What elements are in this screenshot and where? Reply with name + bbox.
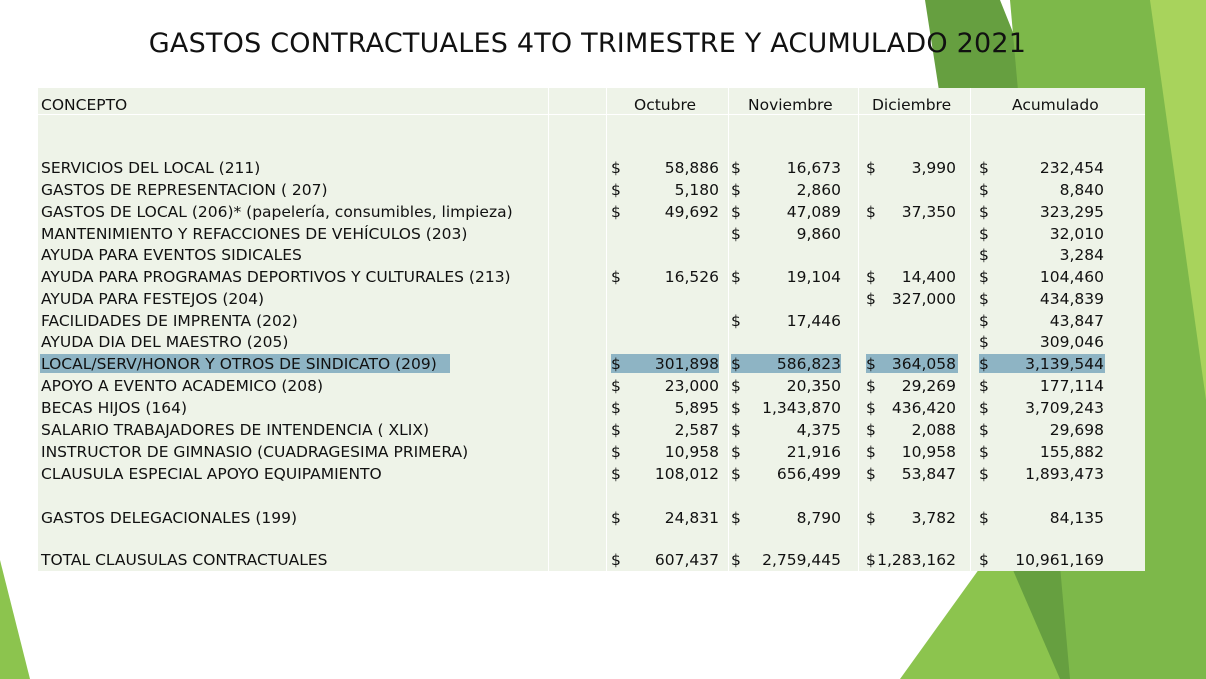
value-acum: 84,135 bbox=[1049, 509, 1104, 527]
row-label: LOCAL/SERV/HONOR Y OTROS DE SINDICATO (209) bbox=[41, 355, 437, 373]
value-nov: 2,860 bbox=[796, 181, 841, 199]
currency-sign: $ bbox=[866, 399, 876, 417]
row-label: FACILIDADES DE IMPRENTA (202) bbox=[41, 312, 298, 330]
value-oct: 2,587 bbox=[674, 421, 719, 439]
value-nov: 17,446 bbox=[786, 312, 841, 330]
value-acum: 3,284 bbox=[1059, 246, 1104, 264]
value-dic: 10,958 bbox=[901, 443, 956, 461]
currency-sign: $ bbox=[731, 443, 741, 461]
row-label: AYUDA PARA EVENTOS SIDICALES bbox=[41, 246, 302, 264]
currency-sign: $ bbox=[611, 159, 621, 177]
page-title: GASTOS CONTRACTUALES 4TO TRIMESTRE Y ACUMULADO 2021 bbox=[148, 28, 1027, 59]
currency-sign: $ bbox=[979, 399, 989, 417]
col-divider bbox=[728, 88, 729, 571]
currency-sign: $ bbox=[866, 159, 876, 177]
row-label: MANTENIMIENTO Y REFACCIONES DE VEHÍCULOS (203) bbox=[41, 225, 468, 243]
currency-sign: $ bbox=[731, 551, 741, 569]
currency-sign: $ bbox=[731, 203, 741, 221]
value-nov: 1,343,870 bbox=[762, 399, 841, 417]
currency-sign: $ bbox=[731, 312, 741, 330]
currency-sign: $ bbox=[866, 465, 876, 483]
row-label: INSTRUCTOR DE GIMNASIO (CUADRAGESIMA PRIMERA) bbox=[41, 443, 469, 461]
currency-sign: $ bbox=[731, 225, 741, 243]
currency-sign: $ bbox=[979, 246, 989, 264]
value-dic: 2,088 bbox=[911, 421, 956, 439]
row-label: GASTOS DE LOCAL (206)* (papelería, consumibles, limpieza) bbox=[41, 203, 513, 221]
value-dic: 37,350 bbox=[901, 203, 956, 221]
currency-sign: $ bbox=[979, 551, 989, 569]
value-nov: 8,790 bbox=[796, 509, 841, 527]
value-acum: 155,882 bbox=[1039, 443, 1104, 461]
col-divider bbox=[858, 88, 859, 571]
currency-sign: $ bbox=[611, 268, 621, 286]
currency-sign: $ bbox=[979, 443, 989, 461]
value-acum: 43,847 bbox=[1049, 312, 1104, 330]
currency-sign: $ bbox=[866, 377, 876, 395]
col-divider bbox=[970, 88, 971, 571]
value-oct: 5,895 bbox=[674, 399, 719, 417]
value-acum: 8,840 bbox=[1059, 181, 1104, 199]
value-oct: 301,898 bbox=[654, 355, 719, 373]
value-oct: 5,180 bbox=[674, 181, 719, 199]
currency-sign: $ bbox=[611, 181, 621, 199]
value-oct: 49,692 bbox=[664, 203, 719, 221]
currency-sign: $ bbox=[979, 225, 989, 243]
value-oct: 16,526 bbox=[664, 268, 719, 286]
currency-sign: $ bbox=[979, 312, 989, 330]
currency-sign: $ bbox=[611, 509, 621, 527]
row-label: CLAUSULA ESPECIAL APOYO EQUIPAMIENTO bbox=[41, 465, 382, 483]
currency-sign: $ bbox=[866, 443, 876, 461]
value-dic: 14,400 bbox=[901, 268, 956, 286]
currency-sign: $ bbox=[731, 159, 741, 177]
row-label: SALARIO TRABAJADORES DE INTENDENCIA ( XLIX) bbox=[41, 421, 429, 439]
header-concept: CONCEPTO bbox=[41, 96, 128, 114]
currency-sign: $ bbox=[611, 399, 621, 417]
value-acum: 309,046 bbox=[1039, 333, 1104, 351]
value-dic: 364,058 bbox=[891, 355, 956, 373]
currency-sign: $ bbox=[979, 203, 989, 221]
value-nov: 47,089 bbox=[786, 203, 841, 221]
value-acum: 3,709,243 bbox=[1025, 399, 1104, 417]
currency-sign: $ bbox=[731, 399, 741, 417]
currency-sign: $ bbox=[866, 421, 876, 439]
currency-sign: $ bbox=[866, 509, 876, 527]
header-acum: Acumulado bbox=[1012, 96, 1099, 114]
currency-sign: $ bbox=[611, 203, 621, 221]
value-nov: 16,673 bbox=[786, 159, 841, 177]
currency-sign: $ bbox=[611, 355, 621, 373]
value-nov: 2,759,445 bbox=[762, 551, 841, 569]
value-dic: 327,000 bbox=[891, 290, 956, 308]
value-acum: 177,114 bbox=[1039, 377, 1104, 395]
currency-sign: $ bbox=[731, 421, 741, 439]
value-dic: 3,782 bbox=[911, 509, 956, 527]
currency-sign: $ bbox=[979, 509, 989, 527]
currency-sign: $ bbox=[979, 421, 989, 439]
value-nov: 586,823 bbox=[776, 355, 841, 373]
value-acum: 29,698 bbox=[1049, 421, 1104, 439]
currency-sign: $ bbox=[611, 421, 621, 439]
currency-sign: $ bbox=[731, 355, 741, 373]
row-label: SERVICIOS DEL LOCAL (211) bbox=[41, 159, 261, 177]
row-label: AYUDA PARA FESTEJOS (204) bbox=[41, 290, 265, 308]
value-acum: 323,295 bbox=[1039, 203, 1104, 221]
currency-sign: $ bbox=[979, 159, 989, 177]
green-shape-left bbox=[0, 560, 30, 679]
row-label: APOYO A EVENTO ACADEMICO (208) bbox=[41, 377, 324, 395]
value-oct: 108,012 bbox=[654, 465, 719, 483]
value-oct: 23,000 bbox=[664, 377, 719, 395]
currency-sign: $ bbox=[866, 290, 876, 308]
currency-sign: $ bbox=[611, 377, 621, 395]
value-nov: 20,350 bbox=[786, 377, 841, 395]
value-dic: 53,847 bbox=[901, 465, 956, 483]
currency-sign: $ bbox=[979, 355, 989, 373]
row-label: GASTOS DELEGACIONALES (199) bbox=[41, 509, 298, 527]
value-acum: 1,893,473 bbox=[1025, 465, 1104, 483]
value-acum: 3,139,544 bbox=[1025, 355, 1104, 373]
header-nov: Noviembre bbox=[748, 96, 833, 114]
currency-sign: $ bbox=[866, 551, 876, 569]
value-nov: 21,916 bbox=[786, 443, 841, 461]
header-dic: Diciembre bbox=[872, 96, 952, 114]
currency-sign: $ bbox=[979, 377, 989, 395]
currency-sign: $ bbox=[611, 465, 621, 483]
currency-sign: $ bbox=[979, 333, 989, 351]
value-oct: 24,831 bbox=[664, 509, 719, 527]
value-dic: 436,420 bbox=[891, 399, 956, 417]
row-label: BECAS HIJOS (164) bbox=[41, 399, 188, 417]
currency-sign: $ bbox=[979, 465, 989, 483]
value-acum: 32,010 bbox=[1049, 225, 1104, 243]
currency-sign: $ bbox=[731, 268, 741, 286]
currency-sign: $ bbox=[611, 551, 621, 569]
value-oct: 607,437 bbox=[654, 551, 719, 569]
value-nov: 656,499 bbox=[776, 465, 841, 483]
currency-sign: $ bbox=[866, 203, 876, 221]
value-acum: 434,839 bbox=[1039, 290, 1104, 308]
header-divider bbox=[38, 114, 1145, 115]
col-divider bbox=[606, 88, 607, 571]
value-oct: 58,886 bbox=[664, 159, 719, 177]
value-acum: 104,460 bbox=[1039, 268, 1104, 286]
value-dic: 1,283,162 bbox=[877, 551, 956, 569]
header-oct: Octubre bbox=[634, 96, 697, 114]
value-acum: 10,961,169 bbox=[1015, 551, 1104, 569]
value-oct: 10,958 bbox=[664, 443, 719, 461]
value-dic: 29,269 bbox=[901, 377, 956, 395]
value-nov: 19,104 bbox=[786, 268, 841, 286]
currency-sign: $ bbox=[979, 181, 989, 199]
row-label: AYUDA PARA PROGRAMAS DEPORTIVOS Y CULTURALES (213) bbox=[41, 268, 511, 286]
value-acum: 232,454 bbox=[1039, 159, 1104, 177]
row-label: AYUDA DIA DEL MAESTRO (205) bbox=[41, 333, 289, 351]
currency-sign: $ bbox=[611, 443, 621, 461]
currency-sign: $ bbox=[866, 268, 876, 286]
currency-sign: $ bbox=[979, 290, 989, 308]
row-label: GASTOS DE REPRESENTACION ( 207) bbox=[41, 181, 328, 199]
value-nov: 9,860 bbox=[796, 225, 841, 243]
row-label: TOTAL CLAUSULAS CONTRACTUALES bbox=[41, 551, 328, 569]
currency-sign: $ bbox=[866, 355, 876, 373]
currency-sign: $ bbox=[731, 377, 741, 395]
value-dic: 3,990 bbox=[911, 159, 956, 177]
value-nov: 4,375 bbox=[796, 421, 841, 439]
currency-sign: $ bbox=[731, 181, 741, 199]
currency-sign: $ bbox=[979, 268, 989, 286]
currency-sign: $ bbox=[731, 509, 741, 527]
currency-sign: $ bbox=[731, 465, 741, 483]
col-divider bbox=[548, 88, 549, 571]
